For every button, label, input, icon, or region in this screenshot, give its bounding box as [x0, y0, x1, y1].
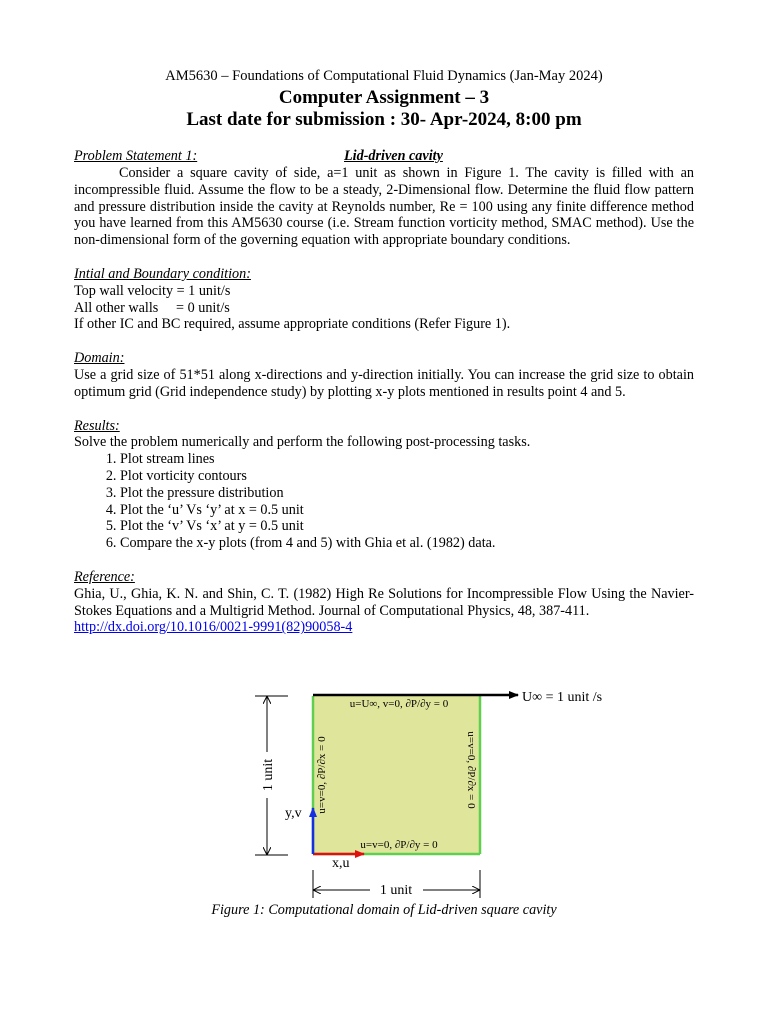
condition-line: Top wall velocity = 1 unit/s — [74, 282, 231, 299]
problem-statement-label: Problem Statement 1: — [74, 148, 198, 164]
cavity-domain — [313, 696, 480, 854]
results-heading: Results: — [74, 417, 120, 434]
top-boundary-condition: u=U∞, v=0, ∂P/∂y = 0 — [349, 698, 449, 710]
condition-line: If other IC and BC required, assume appropriate conditions (Refer Figure 1). — [74, 316, 511, 333]
list-item: 3. Plot the pressure distribution — [120, 485, 694, 502]
problem-title: Lid-driven cavity — [344, 148, 443, 164]
domain-heading: Domain: — [74, 350, 125, 367]
left-boundary-condition: u=v=0, ∂P/∂x = 0 — [316, 736, 328, 814]
lid-velocity-label: U∞ = 1 unit /s — [522, 690, 603, 705]
list-item: 1. Plot stream lines — [120, 451, 694, 468]
conditions-heading: Intial and Boundary condition: — [74, 265, 251, 282]
reference-citation: Ghia, U., Ghia, K. N. and Shin, C. T. (1982) High Re Solutions for Incompressible Flow Using the Navier-Stokes Equations and a Multigrid Method. Journal of Computational Physics, 48, 387-411. — [74, 585, 694, 619]
y-axis-label: y,v — [285, 806, 302, 821]
right-boundary-condition: u=v=0, ∂P/∂x = 0 — [465, 731, 477, 809]
assignment-title: Computer Assignment – 3 — [278, 87, 490, 108]
submission-deadline: Last date for submission : 30- Apr-2024, 8:00 pm — [186, 109, 582, 130]
list-item: 5. Plot the ‘v’ Vs ‘x’ at y = 0.5 unit — [120, 518, 694, 535]
bottom-boundary-condition: u=v=0, ∂P/∂y = 0 — [360, 839, 438, 851]
x-axis-label: x,u — [332, 856, 350, 871]
list-item: 4. Plot the ‘u’ Vs ‘y’ at x = 0.5 unit — [120, 502, 694, 519]
list-item: 2. Plot vorticity contours — [120, 468, 694, 485]
height-label: 1 unit — [261, 758, 276, 792]
course-title: AM5630 – Foundations of Computational Fluid Dynamics (Jan-May 2024) — [165, 68, 603, 84]
reference-heading: Reference: — [74, 568, 135, 585]
results-intro: Solve the problem numerically and perform the following post-processing tasks. — [74, 434, 531, 451]
reference-doi-link[interactable]: http://dx.doi.org/10.1016/0021-9991(82)90058-4 — [74, 619, 353, 636]
problem-description: Consider a square cavity of side, a=1 unit as shown in Figure 1. The cavity is filled with an incompressible fluid. Assume the flow to be a steady, 2-Dimensional flow. Determine the fluid flow pattern and pressure distribution inside the cavity at Reynolds number, Re = 100 using any finite difference method you have learned from this AM5630 course (i.e. Stream function vorticity method, SMAC method). Use the non-dimensional form of the governing equation with appropriate boundary conditions. — [74, 165, 694, 249]
figure-caption: Figure 1: Computational domain of Lid-driven square cavity — [211, 902, 557, 918]
list-item: 6. Compare the x-y plots (from 4 and 5) with Ghia et al. (1982) data. — [120, 535, 694, 552]
condition-line: All other walls = 0 unit/s — [74, 299, 230, 316]
width-label: 1 unit — [379, 883, 413, 898]
domain-description: Use a grid size of 51*51 along x-directions and y-direction initially. You can increase the grid size to obtain optimum grid (Grid independence study) by plotting x-y plots mentioned in results point 4 and 5. — [74, 366, 694, 400]
